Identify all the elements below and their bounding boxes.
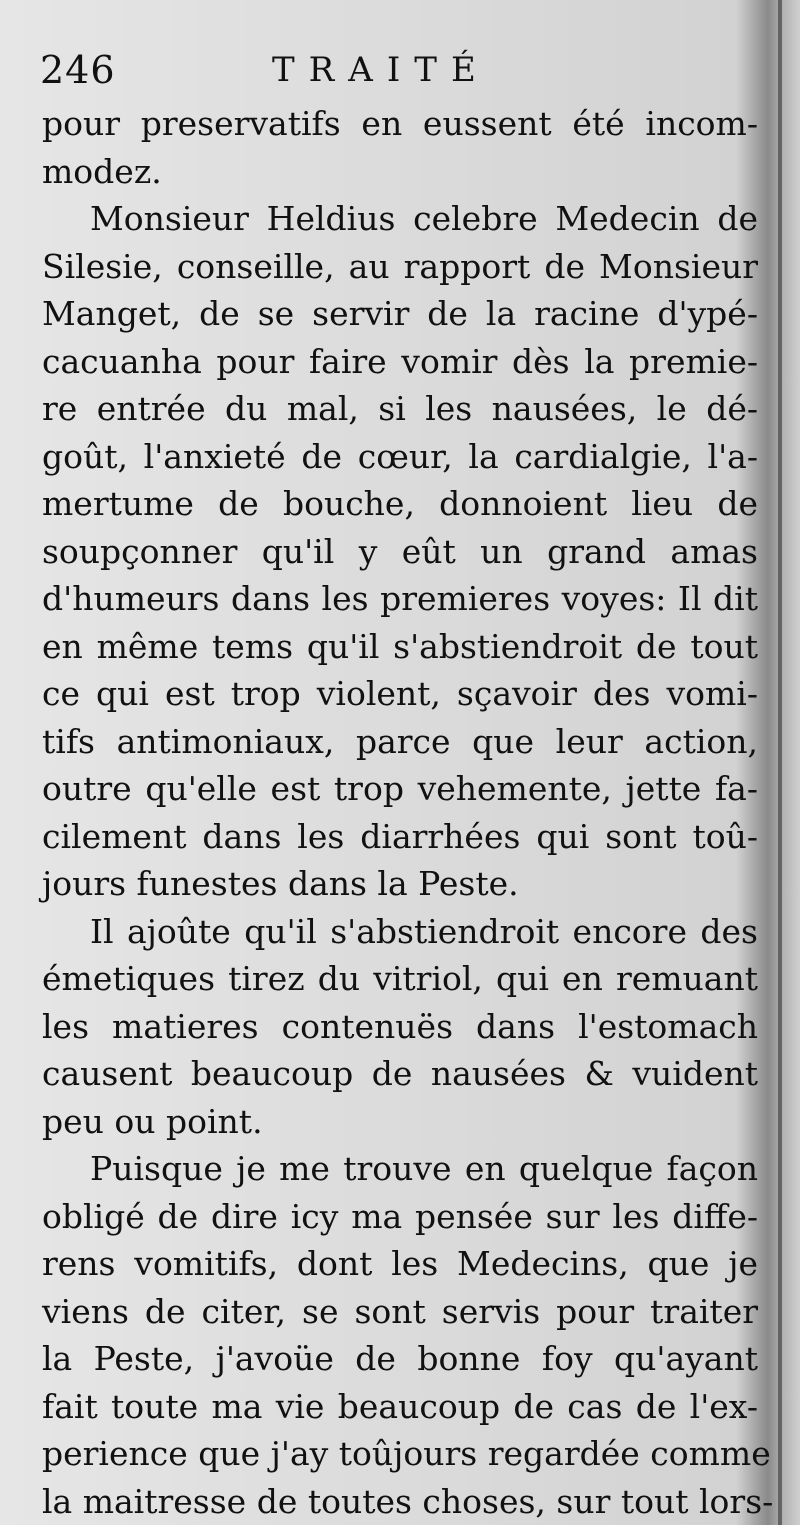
text-line: obligé de dire icy ma pensée sur les diffe- <box>42 1196 758 1236</box>
text-line: la Peste, j'avoüe de bonne foy qu'ayant <box>42 1339 758 1378</box>
body-text <box>42 100 774 1525</box>
text-line: Silesie, conseille, au rapport de Monsieur <box>42 246 758 286</box>
text-line: rens vomitifs, dont les Medecins, que je <box>42 1244 758 1283</box>
text-line: causent beaucoup de nausées & vuident <box>42 1054 758 1093</box>
text-line: fait toute ma vie beaucoup de cas de l'ex- <box>42 1386 758 1426</box>
page-edge-shadow <box>778 0 782 1525</box>
text-line: perience que j'ay toûjours regardée comme <box>42 1434 771 1473</box>
text-line: émetiques tirez du vitriol, qui en remuant <box>42 959 758 998</box>
text-line: d'humeurs dans les premieres voyes: Il dit <box>42 579 758 618</box>
text-line: en même tems qu'il s'abstiendroit de tout <box>42 626 758 666</box>
text-line: mertume de bouche, donnoient lieu de <box>42 484 758 523</box>
text-line: Puisque je me trouve en quelque façon <box>90 1149 758 1188</box>
text-line: Manget, de se servir de la racine d'ypé- <box>42 294 758 333</box>
text-line: cilement dans les diarrhées qui sont toû- <box>42 816 758 856</box>
text-line: peu ou point. <box>42 1101 263 1141</box>
page-number: 246 <box>40 48 116 92</box>
text-line: modez. <box>42 151 162 191</box>
text-line: Monsieur Heldius celebre Medecin de <box>90 199 758 238</box>
text-line: ce qui est trop violent, sçavoir des vomi- <box>42 674 758 713</box>
text-line: les matieres contenuës dans l'estomach <box>42 1006 758 1046</box>
text-line: re entrée du mal, si les nausées, le dé- <box>42 389 758 428</box>
text-line: la maitresse de toutes choses, sur tout lors- <box>42 1481 774 1521</box>
text-line: Il ajoûte qu'il s'abstiendroit encore des <box>90 911 758 951</box>
text-line: viens de citer, se sont servis pour traiter <box>42 1291 758 1331</box>
text-line: soupçonner qu'il y eût un grand amas <box>42 531 758 571</box>
text-line: pour preservatifs en eussent été incom- <box>42 104 758 143</box>
text-line: jours funestes dans la Peste. <box>42 864 519 903</box>
running-head: TRAITÉ <box>272 50 490 90</box>
text-line: goût, l'anxieté de cœur, la cardialgie, l'a- <box>42 436 758 476</box>
text-line: cacuanha pour faire vomir dès la premie- <box>42 341 758 381</box>
text-line: outre qu'elle est trop vehemente, jette fa- <box>42 769 758 808</box>
text-line: tifs antimoniaux, parce que leur action, <box>42 721 758 761</box>
page-header <box>40 48 740 98</box>
